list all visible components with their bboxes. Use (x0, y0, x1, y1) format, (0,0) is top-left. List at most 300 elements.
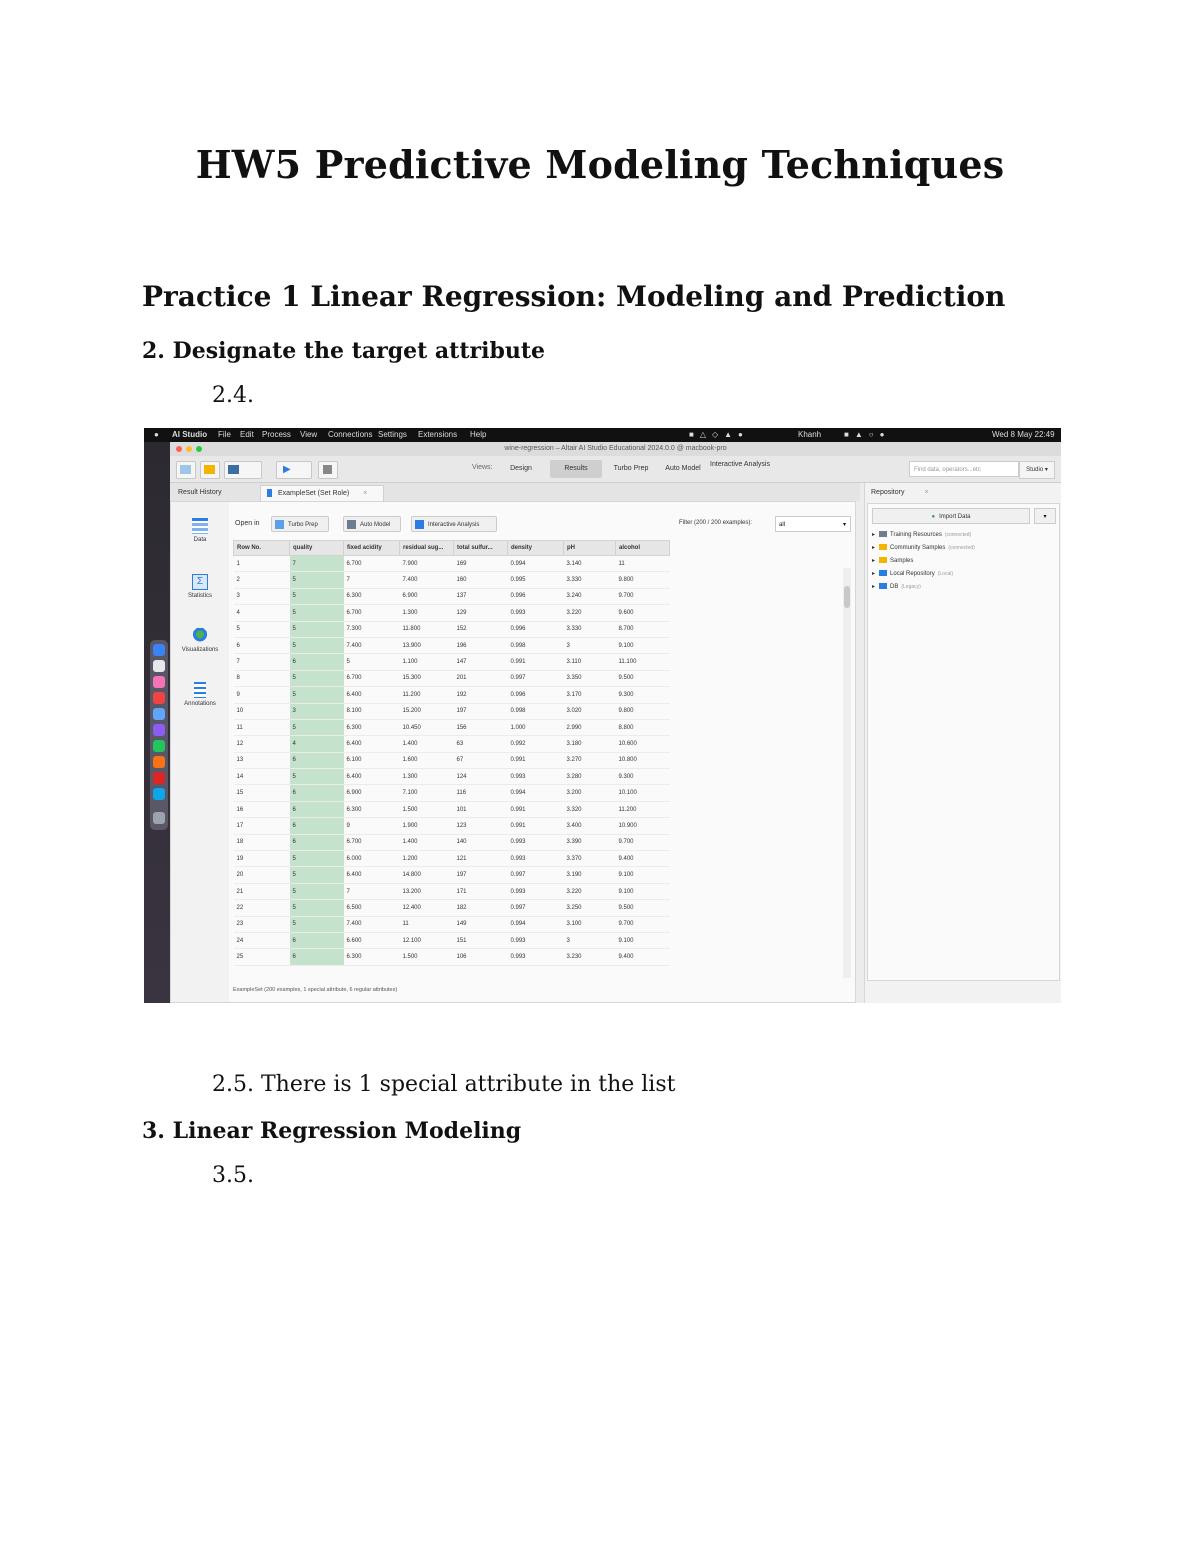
table-cell: 169 (454, 556, 508, 572)
view-auto-model[interactable]: Auto Model (665, 465, 701, 472)
wifi-icon: ■▲○● (844, 430, 891, 439)
menu-file[interactable]: File (218, 430, 231, 439)
play-icon: ▶ (283, 464, 291, 475)
table-cell: 17 (234, 818, 290, 834)
chart-icon (192, 628, 208, 644)
table-cell: 5 (290, 621, 344, 637)
table-status-text: ExampleSet (200 examples, 1 special attribute, 6 regular attributes) (233, 987, 398, 993)
result-sidebar (171, 502, 229, 1002)
table-cell: 0.998 (508, 637, 564, 653)
table-row[interactable] (234, 556, 670, 572)
menu-clock: Wed 8 May 22:49 (992, 430, 1055, 439)
table-row[interactable] (234, 834, 670, 850)
table-cell: 18 (234, 834, 290, 850)
table-cell: 197 (454, 703, 508, 719)
table-cell: 1 (234, 556, 290, 572)
repo-item-sub: (Legacy) (901, 584, 921, 590)
table-row[interactable] (234, 900, 670, 916)
table-cell: 9.700 (616, 834, 670, 850)
table-cell: 0.993 (508, 932, 564, 948)
table-row[interactable] (234, 588, 670, 604)
new-icon (180, 465, 191, 474)
table-row[interactable] (234, 801, 670, 817)
table-cell: 10.900 (616, 818, 670, 834)
table-cell: 5 (290, 769, 344, 785)
table-row[interactable] (234, 605, 670, 621)
table-cell: 7 (344, 883, 400, 899)
table-cell: 192 (454, 687, 508, 703)
table-cell: 3.270 (564, 752, 616, 768)
column-header[interactable]: alcohol (616, 541, 670, 556)
table-cell: 5 (290, 916, 344, 932)
results-tabs (170, 483, 860, 501)
repo-item-label: Local Repository (890, 571, 935, 577)
table-cell: 14 (234, 769, 290, 785)
menu-extensions[interactable]: Extensions (418, 430, 458, 439)
table-cell: 5 (290, 637, 344, 653)
table-cell: 13.900 (400, 637, 454, 653)
table-cell: 7.900 (400, 556, 454, 572)
table-cell: 6.400 (344, 867, 400, 883)
step3-heading: 3. Linear Regression Modeling (142, 1118, 522, 1144)
table-cell: 11 (234, 719, 290, 735)
table-cell: 5 (290, 670, 344, 686)
table-row[interactable] (234, 621, 670, 637)
import-data-button[interactable] (872, 508, 1030, 524)
trash-icon[interactable] (153, 812, 165, 824)
table-cell: 14.800 (400, 867, 454, 883)
close-tab-icon[interactable]: × (363, 490, 368, 497)
dock-app-icon[interactable] (153, 676, 165, 688)
table-cell: 11 (400, 916, 454, 932)
table-cell: 0.996 (508, 588, 564, 604)
table-cell: 140 (454, 834, 508, 850)
column-header[interactable]: density (508, 541, 564, 556)
table-cell: 5 (290, 605, 344, 621)
table-cell: 5 (290, 900, 344, 916)
open-interactive-analysis-button[interactable] (411, 516, 497, 532)
repository-icon (879, 570, 887, 576)
table-row[interactable] (234, 572, 670, 588)
table-cell: 3.330 (564, 621, 616, 637)
table-cell: 3.320 (564, 801, 616, 817)
table-cell: 12 (234, 736, 290, 752)
minimize-window-icon[interactable] (186, 446, 192, 452)
table-row[interactable] (234, 769, 670, 785)
menu-app-name[interactable]: AI Studio (172, 430, 208, 439)
table-cell: 15.200 (400, 703, 454, 719)
table-cell: 3.200 (564, 785, 616, 801)
table-cell: 0.991 (508, 752, 564, 768)
save-icon (228, 465, 239, 474)
open-turbo-prep-button[interactable] (271, 516, 329, 532)
table-cell: 7 (290, 556, 344, 572)
repo-item-label: Samples (890, 558, 914, 564)
table-cell: 19 (234, 851, 290, 867)
section-heading: Practice 1 Linear Regression: Modeling and Prediction (142, 280, 1006, 313)
table-cell: 0.993 (508, 949, 564, 965)
folder-icon (879, 544, 887, 550)
table-cell: 63 (454, 736, 508, 752)
table-cell: 0.996 (508, 687, 564, 703)
menu-connections[interactable]: Connections (328, 430, 373, 439)
table-cell: 6.700 (344, 556, 400, 572)
zoom-window-icon[interactable] (196, 446, 202, 452)
repo-item-sub: (connected) (944, 532, 972, 538)
view-turbo-prep[interactable]: Turbo Prep (613, 465, 649, 472)
table-cell: 149 (454, 916, 508, 932)
dock-app-icon[interactable] (153, 772, 165, 784)
table-cell: 6.400 (344, 769, 400, 785)
table-cell: 22 (234, 900, 290, 916)
table-cell: 5 (290, 867, 344, 883)
open-auto-model-button[interactable] (343, 516, 401, 532)
tab-result-history[interactable]: Result History (178, 489, 222, 496)
table-cell: 11.200 (616, 801, 670, 817)
open-turbo-prep-label: Turbo Prep (288, 522, 318, 528)
table-cell: 0.991 (508, 801, 564, 817)
table-cell: 0.997 (508, 867, 564, 883)
repo-item-community[interactable]: ▸ Community Samples (connected) (872, 545, 975, 551)
main-toolbar (170, 456, 1061, 483)
table-cell: 0.993 (508, 769, 564, 785)
table-cell: 0.996 (508, 621, 564, 637)
table-cell: 0.992 (508, 736, 564, 752)
repo-item-local[interactable]: ▸ Local Repository (Local) (872, 571, 954, 577)
dock-app-icon[interactable] (153, 724, 165, 736)
table-cell: 13 (234, 752, 290, 768)
table-scrollbar[interactable] (843, 568, 851, 978)
table-cell: 6 (290, 932, 344, 948)
table-cell: 6 (290, 834, 344, 850)
table-cell: 11.800 (400, 621, 454, 637)
studio-button[interactable]: Studio ▾ (1019, 461, 1055, 479)
document-title: HW5 Predictive Modeling Techniques (195, 142, 1005, 187)
table-cell: 12.100 (400, 932, 454, 948)
table-cell: 7.400 (344, 637, 400, 653)
sidebar-data[interactable] (175, 518, 225, 543)
repository-panel (864, 483, 1061, 1003)
table-row[interactable] (234, 949, 670, 965)
repo-item-sub: (Local) (937, 571, 954, 577)
sidebar-data-label: Data (193, 537, 207, 543)
repo-item-training[interactable]: ▸ Training Resources (connected) (872, 532, 972, 538)
table-cell: 3 (564, 932, 616, 948)
stop-process-button[interactable] (318, 461, 338, 479)
table-row[interactable] (234, 867, 670, 883)
table-cell: 6.500 (344, 900, 400, 916)
sidebar-annotations[interactable] (175, 682, 225, 707)
table-cell: 196 (454, 637, 508, 653)
table-row[interactable] (234, 736, 670, 752)
table-cell: 1.200 (400, 851, 454, 867)
table-cell: 3.220 (564, 605, 616, 621)
table-cell: 3.230 (564, 949, 616, 965)
column-header[interactable]: Row No. (234, 541, 290, 556)
step2-5-text: 2.5. There is 1 special attribute in the list (212, 1072, 676, 1097)
tab-repository[interactable] (867, 485, 933, 501)
table-cell: 197 (454, 867, 508, 883)
dock-app-icon[interactable] (153, 756, 165, 768)
table-row[interactable] (234, 785, 670, 801)
table-cell: 160 (454, 572, 508, 588)
interactive-analysis-icon (415, 520, 424, 529)
table-cell: 0.998 (508, 703, 564, 719)
table-cell: 9.500 (616, 900, 670, 916)
table-cell: 3.220 (564, 883, 616, 899)
window-title: wine-regression – Altair AI Studio Educational 2024.0.0 @ macbook-pro (504, 445, 727, 452)
table-cell: 0.991 (508, 818, 564, 834)
mac-menubar (144, 428, 1061, 442)
table-cell: 16 (234, 801, 290, 817)
menu-settings[interactable]: Settings (378, 430, 407, 439)
chevron-down-icon: ▾ (842, 522, 846, 528)
open-process-button[interactable] (200, 461, 220, 479)
table-cell: 1.600 (400, 752, 454, 768)
table-cell: 9 (344, 818, 400, 834)
close-window-icon[interactable] (176, 446, 182, 452)
table-cell: 3.350 (564, 670, 616, 686)
dock-app-icon[interactable] (153, 788, 165, 800)
table-cell: 8 (234, 670, 290, 686)
table-row[interactable] (234, 883, 670, 899)
run-process-button[interactable] (276, 461, 312, 479)
sidebar-annotations-label: Annotations (184, 701, 216, 707)
table-cell: 3.370 (564, 851, 616, 867)
sidebar-statistics-label: Statistics (187, 593, 212, 599)
table-row[interactable] (234, 916, 670, 932)
table-cell: 9.600 (616, 605, 670, 621)
column-header[interactable]: total sulfur... (454, 541, 508, 556)
table-cell: 171 (454, 883, 508, 899)
table-cell: 7 (234, 654, 290, 670)
table-cell: 15.300 (400, 670, 454, 686)
table-cell: 8.700 (616, 621, 670, 637)
table-cell: 6 (290, 949, 344, 965)
table-cell: 11.100 (616, 654, 670, 670)
repository-tab-label: Repository (871, 489, 905, 496)
table-cell: 0.991 (508, 654, 564, 670)
view-results[interactable]: Results (550, 460, 602, 478)
table-cell: 3 (234, 588, 290, 604)
table-cell: 6 (290, 785, 344, 801)
column-header[interactable]: residual sug... (400, 541, 454, 556)
dock-app-icon[interactable] (153, 644, 165, 656)
table-cell: 0.993 (508, 605, 564, 621)
table-cell: 147 (454, 654, 508, 670)
table-cell: 3.280 (564, 769, 616, 785)
table-cell: 11 (616, 556, 670, 572)
repo-item-samples[interactable]: ▸ Samples (872, 558, 914, 564)
table-cell: 5 (290, 687, 344, 703)
apple-icon[interactable]: ● (154, 430, 159, 439)
dock-app-icon[interactable] (153, 740, 165, 752)
table-cell: 3.250 (564, 900, 616, 916)
table-cell: 101 (454, 801, 508, 817)
table-cell: 3.390 (564, 834, 616, 850)
table-cell: 9.300 (616, 687, 670, 703)
table-cell: 151 (454, 932, 508, 948)
table-row[interactable] (234, 752, 670, 768)
table-cell: 9.100 (616, 637, 670, 653)
close-tab-icon[interactable]: × (924, 489, 929, 496)
table-cell: 21 (234, 883, 290, 899)
table-row[interactable] (234, 670, 670, 686)
menu-help[interactable]: Help (470, 430, 487, 439)
table-row[interactable] (234, 932, 670, 948)
table-cell: 9.700 (616, 916, 670, 932)
import-icon: ● (931, 514, 936, 520)
table-cell: 152 (454, 621, 508, 637)
auto-model-icon (347, 520, 356, 529)
column-header[interactable]: pH (564, 541, 616, 556)
view-interactive-analysis[interactable]: Interactive Analysis (710, 461, 770, 468)
table-cell: 156 (454, 719, 508, 735)
dock-app-icon[interactable] (153, 708, 165, 720)
table-cell: 0.993 (508, 851, 564, 867)
table-cell: 20 (234, 867, 290, 883)
table-cell: 124 (454, 769, 508, 785)
tab-example-set-label: ExampleSet (Set Role) (278, 490, 350, 497)
table-cell: 116 (454, 785, 508, 801)
table-cell: 129 (454, 605, 508, 621)
table-row[interactable] (234, 654, 670, 670)
table-cell: 5 (290, 572, 344, 588)
filter-label: Filter (200 / 200 examples): (679, 520, 753, 526)
table-cell: 9.400 (616, 949, 670, 965)
table-cell: 7.400 (400, 572, 454, 588)
window-titlebar (170, 442, 1061, 456)
table-cell: 3.170 (564, 687, 616, 703)
dock-app-icon[interactable] (153, 660, 165, 672)
table-cell: 6 (290, 654, 344, 670)
table-cell: 3 (290, 703, 344, 719)
table-cell: 1.400 (400, 834, 454, 850)
table-cell: 6.700 (344, 834, 400, 850)
table-cell: 3.180 (564, 736, 616, 752)
dock-app-icon[interactable] (153, 692, 165, 704)
table-row[interactable] (234, 818, 670, 834)
table-cell: 2 (234, 572, 290, 588)
repo-item-db[interactable]: ▸ DB (Legacy) (872, 584, 921, 590)
table-cell: 6.300 (344, 719, 400, 735)
table-icon (267, 489, 272, 497)
data-table (233, 540, 670, 966)
table-cell: 6 (290, 818, 344, 834)
menu-edit[interactable]: Edit (240, 430, 254, 439)
column-header[interactable]: quality (290, 541, 344, 556)
table-cell: 0.993 (508, 834, 564, 850)
table-cell: 7.100 (400, 785, 454, 801)
table-cell: 9.100 (616, 883, 670, 899)
open-in-label: Open in (235, 520, 260, 527)
table-cell: 25 (234, 949, 290, 965)
table-cell: 182 (454, 900, 508, 916)
table-cell: 6 (290, 801, 344, 817)
database-icon (879, 583, 887, 589)
table-cell: 9.300 (616, 769, 670, 785)
sigma-icon: Σ (192, 574, 208, 590)
table-cell: 7.300 (344, 621, 400, 637)
table-cell: 1.300 (400, 769, 454, 785)
menu-view[interactable]: View (300, 430, 318, 439)
table-cell: 0.997 (508, 900, 564, 916)
folder-icon (204, 465, 215, 474)
table-cell: 3.100 (564, 916, 616, 932)
table-cell: 8.100 (344, 703, 400, 719)
sidebar-statistics[interactable] (175, 574, 225, 599)
table-cell: 12.400 (400, 900, 454, 916)
table-row[interactable] (234, 637, 670, 653)
step2-heading: 2. Designate the target attribute (142, 338, 545, 364)
table-cell: 11.200 (400, 687, 454, 703)
table-row[interactable] (234, 719, 670, 735)
table-cell: 3.110 (564, 654, 616, 670)
menu-process[interactable]: Process (262, 430, 291, 439)
table-cell: 10.800 (616, 752, 670, 768)
import-data-label: Import Data (939, 514, 971, 520)
table-cell: 4 (290, 736, 344, 752)
table-cell: 10.600 (616, 736, 670, 752)
table-cell: 6.900 (400, 588, 454, 604)
table-cell: 0.994 (508, 556, 564, 572)
table-cell: 10.100 (616, 785, 670, 801)
tab-example-set[interactable] (260, 485, 384, 502)
filter-select[interactable] (775, 516, 851, 532)
menu-user[interactable]: Khanh (798, 430, 822, 439)
repository-tree (867, 503, 1060, 981)
views-label: Views: (472, 464, 493, 471)
repository-icon (879, 531, 887, 537)
table-cell: 15 (234, 785, 290, 801)
import-menu-button[interactable]: ▾ (1034, 508, 1056, 524)
annotation-icon (194, 682, 206, 698)
table-cell: 6.000 (344, 851, 400, 867)
new-process-button[interactable] (176, 461, 196, 479)
table-row[interactable] (234, 703, 670, 719)
table-cell: 9.800 (616, 703, 670, 719)
column-header[interactable]: fixed acidity (344, 541, 400, 556)
repo-item-sub: (connected) (948, 545, 975, 551)
save-process-button[interactable] (224, 461, 262, 479)
table-cell: 10 (234, 703, 290, 719)
table-cell: 6.600 (344, 932, 400, 948)
table-cell: 137 (454, 588, 508, 604)
table-cell: 6 (234, 637, 290, 653)
table-cell: 3.190 (564, 867, 616, 883)
table-cell: 5 (290, 719, 344, 735)
sidebar-visualizations[interactable] (175, 628, 225, 653)
step2-4-label: 2.4. (212, 383, 254, 408)
global-search-input[interactable]: Find data, operators...etc (909, 461, 1019, 477)
table-cell: 6.700 (344, 670, 400, 686)
table-cell: 9.100 (616, 932, 670, 948)
stop-icon (323, 465, 332, 474)
table-cell: 3.240 (564, 588, 616, 604)
view-design[interactable]: Design (510, 465, 532, 472)
sidebar-visualizations-label: Visualizations (181, 647, 219, 653)
table-cell: 2.990 (564, 719, 616, 735)
turbo-prep-icon (275, 520, 284, 529)
table-cell: 6 (290, 752, 344, 768)
table-cell: 5 (290, 851, 344, 867)
scrollbar-thumb[interactable] (844, 586, 850, 608)
table-row[interactable] (234, 851, 670, 867)
table-cell: 13.200 (400, 883, 454, 899)
table-row[interactable] (234, 687, 670, 703)
table-cell: 3.020 (564, 703, 616, 719)
rapidminer-screenshot (144, 428, 1061, 1003)
